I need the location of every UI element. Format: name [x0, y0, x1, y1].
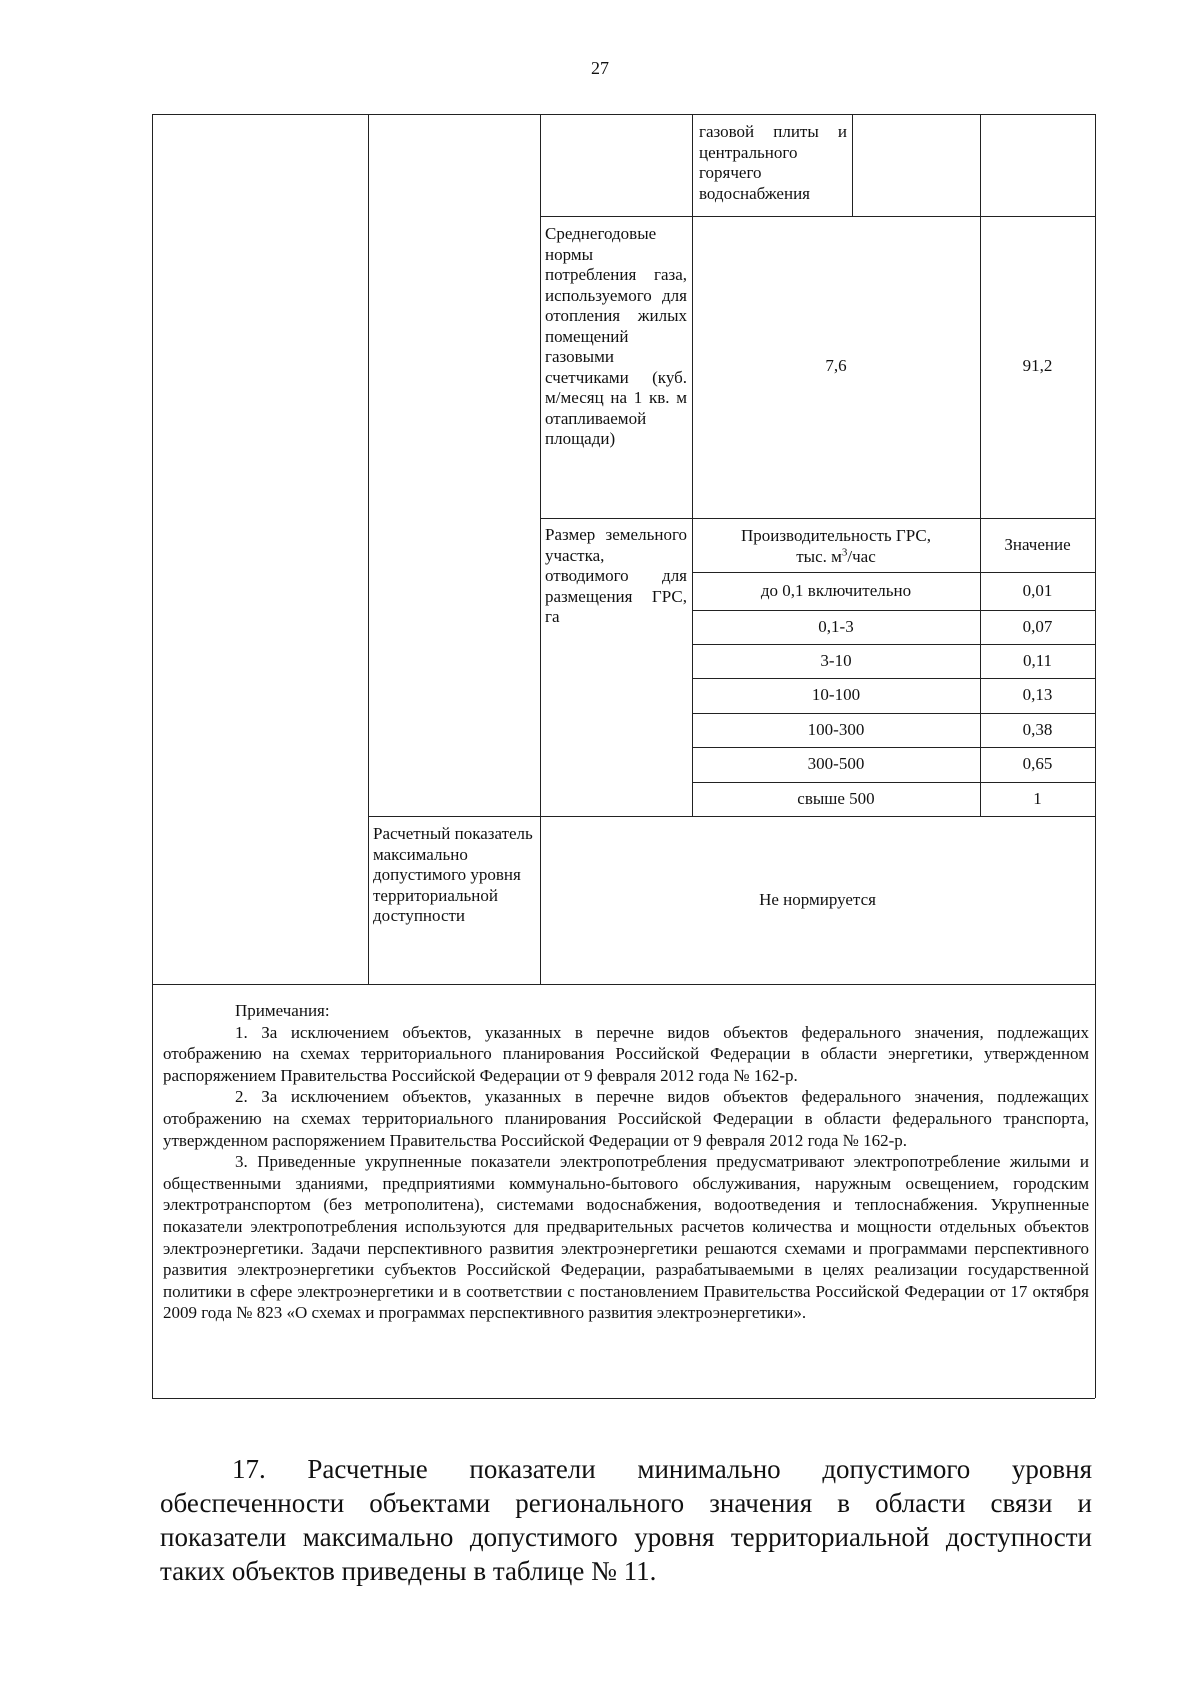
table-row-capacity: 100-300: [807, 720, 865, 739]
table-row-value: 1: [1033, 789, 1042, 808]
paragraph-text: 17. Расчетные показатели минимально допустимого уровня обеспеченности объектами регионального значения в области связи и показатели максимально допустимого уровня территориальной доступности таких объектов приведены в таблице № 11.: [160, 1454, 1092, 1586]
gas-norm-value-2: 91,2: [1022, 356, 1053, 375]
table-row-value: 0,38: [1022, 720, 1053, 739]
notes-title: Примечания:: [235, 1001, 330, 1020]
table-row-value: 0,01: [1022, 581, 1053, 600]
accessibility-value: Не нормируется: [759, 890, 876, 909]
table-row-capacity: 300-500: [807, 754, 865, 773]
section-paragraph: [160, 1452, 1092, 1588]
land-plot-label: Размер земельного участка, отводимого для размещения ГРС, га: [545, 525, 687, 626]
table-row-capacity: 3-10: [820, 651, 852, 670]
table-row-capacity: 0,1-3: [818, 617, 854, 636]
note-item-3: 3. Приведенные укрупненные показатели электропотребления предусматривают электропотребление жилыми и общественными зданиями, предприятиями коммунально-бытового обслуживания, наружным освещением, городским электротранспортом (без метрополитена), системами водоснабжения, водоотведения и теплоснабжения. Укрупненные показатели электропотребления используются для предварительных расчетов количества и мощности отдельных объектов электроэнергетики. Задачи перспективного развития электроэнергетики решаются схемами и программами перспективного развития электроэнергетики субъектов Российской Федерации, разрабатываемыми в целях реализации государственной политики в сфере электроэнергетики и в соответствии с постановлением Правительства Российской Федерации от 17 октября 2009 года № 823 «О схемах и программах перспективного развития электроэнергетики».: [163, 1152, 1089, 1323]
notes-section: [163, 1000, 1089, 1324]
table-row-capacity: свыше 500: [797, 789, 875, 808]
table-row-capacity: 10-100: [811, 685, 861, 704]
table-row-value: 0,11: [1022, 651, 1053, 670]
table-row-value: 0,07: [1022, 617, 1053, 636]
capacity-header-line-1: Производительность ГРС,: [740, 526, 932, 545]
capacity-header: [692, 526, 980, 567]
table-row-value: 0,13: [1022, 685, 1053, 704]
accessibility-label: Расчетный показатель максимально допустимого уровня территориальной доступности: [373, 824, 533, 925]
value-header: Значение: [1004, 535, 1071, 554]
table-row-capacity: до 0,1 включительно: [760, 581, 912, 600]
gas-stove-label: газовой плиты и центрального горячего водоснабжения: [699, 122, 847, 203]
gas-norm-value-1: 7,6: [825, 356, 847, 375]
page-number: 27: [591, 58, 609, 78]
note-item-2: 2. За исключением объектов, указанных в перечне видов объектов федерального значения, подлежащих отображению на схемах территориального планирования Российской Федерации в области федерального транспорта, утвержденном распоряжением Правительства Российской Федерации от 9 февраля 2012 года № 162-р.: [163, 1087, 1089, 1150]
capacity-header-line-2: тыс. $м^3$/час: [796, 545, 876, 566]
table-row-value: 0,65: [1022, 754, 1053, 773]
gas-norm-label: Среднегодовые нормы потребления газа, используемого для отопления жилых помещений газовыми счетчиками (куб. м/месяц на 1 кв. м отапливаемой площади): [545, 224, 687, 448]
note-item-1: 1. За исключением объектов, указанных в перечне видов объектов федерального значения, подлежащих отображению на схемах территориального планирования Российской Федерации в области энергетики, утвержденном распоряжением Правительства Российской Федерации от 9 февраля 2012 года № 162-р.: [163, 1022, 1089, 1085]
